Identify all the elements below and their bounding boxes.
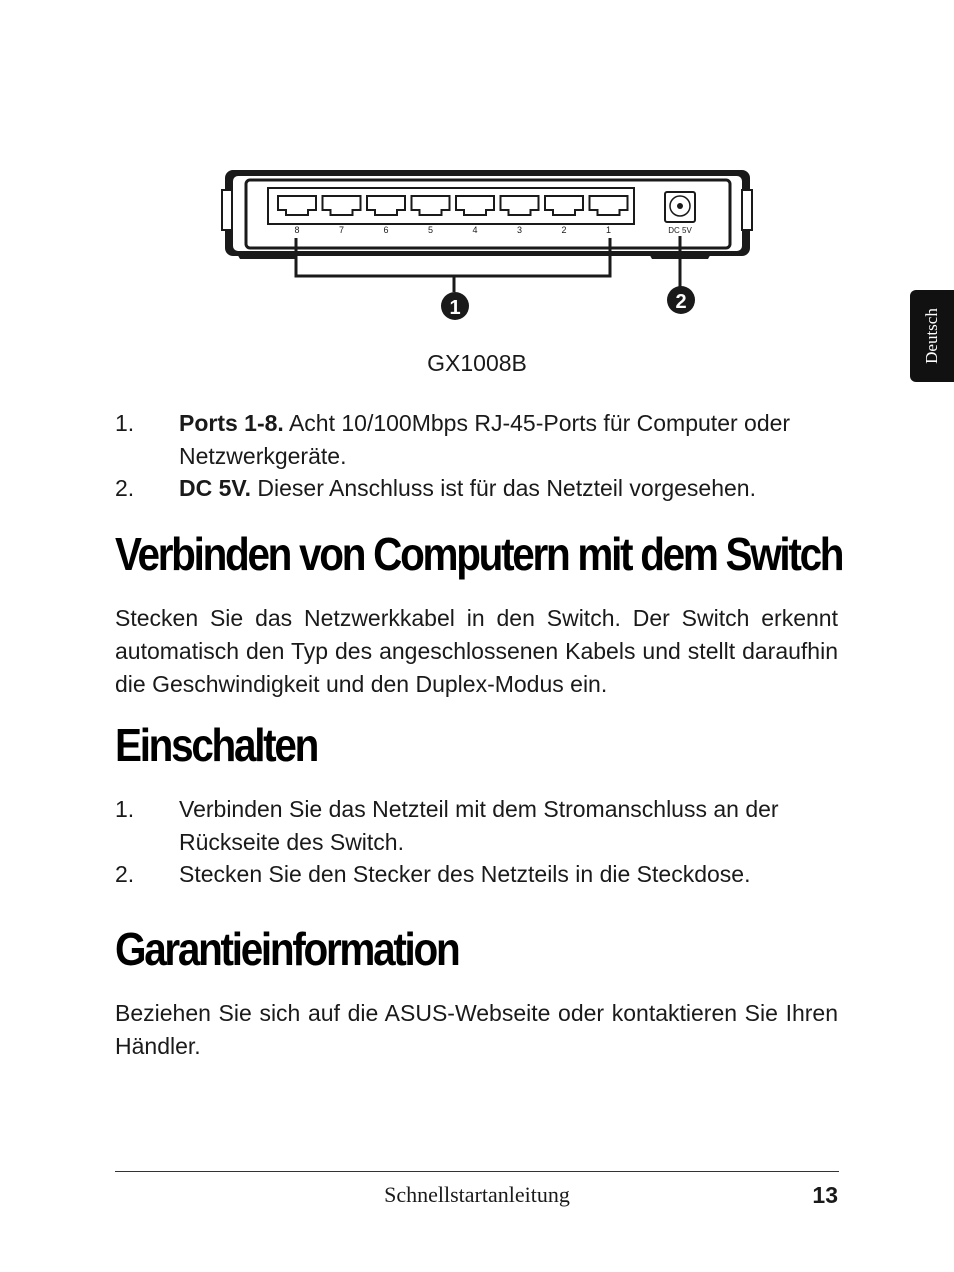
language-tab-label: Deutsch	[922, 308, 941, 364]
diagram-caption: GX1008B	[427, 350, 527, 376]
list-item	[115, 472, 845, 505]
footer-divider	[115, 1171, 839, 1172]
section-heading-connect: Verbinden von Computern mit dem Switch	[115, 528, 843, 580]
list-item-number: 1.	[115, 410, 135, 436]
list-item-number: 1.	[115, 796, 135, 822]
port-number-label: 3	[516, 225, 523, 235]
callout-1-number: 1	[449, 297, 461, 319]
page-number: 13	[812, 1182, 838, 1208]
footer-title: Schnellstartanleitung	[384, 1182, 570, 1207]
port-number-label: 1	[605, 225, 612, 235]
list-item	[115, 793, 845, 859]
left-grip	[222, 190, 232, 230]
list-item	[115, 407, 845, 473]
list-item-term: DC 5V.	[179, 475, 252, 501]
list-item-text: Stecken Sie den Stecker des Netzteils in die Steckdose.	[179, 861, 751, 887]
section-heading-warranty: Garantieinformation	[115, 923, 459, 975]
dc-label: DC 5V	[668, 226, 692, 235]
section-body-connect: Stecken Sie das Netzwerkkabel in den Switch. Der Switch erkennt automatisch den Typ des angeschlossenen Kabels und stellt daraufhin die Geschwindigkeit und den Duplex-Modus ein.	[115, 605, 838, 697]
right-grip	[742, 190, 752, 230]
port-number-label: 2	[561, 225, 567, 235]
port-number-label: 4	[472, 225, 478, 235]
list-item-text: Dieser Anschluss ist für das Netzteil vorgesehen.	[251, 475, 756, 501]
switch-rear-panel-diagram	[0, 0, 954, 340]
list-item-term: Ports 1-8.	[179, 410, 284, 436]
list-item-number: 2.	[115, 475, 135, 501]
port-number-label: 5	[427, 225, 434, 235]
list-item-text: Verbinden Sie das Netzteil mit dem Stromanschluss an der Rückseite des Switch.	[179, 796, 779, 855]
port-number-label: 6	[383, 225, 389, 235]
section-heading-power: Einschalten	[115, 719, 318, 771]
port-number-label: 8	[294, 225, 300, 235]
list-item	[115, 858, 845, 891]
section-body-warranty: Beziehen Sie sich auf die ASUS-Webseite oder kontaktieren Sie Ihren Händler.	[115, 1000, 838, 1059]
list-item-text: Acht 10/100Mbps RJ-45-Ports für Computer oder Netzwerkgeräte.	[179, 410, 791, 469]
list-item-number: 2.	[115, 861, 135, 887]
left-foot	[236, 252, 300, 259]
language-tab	[910, 290, 954, 382]
callout-2-number: 2	[675, 291, 687, 313]
port-number-label: 7	[338, 225, 345, 235]
